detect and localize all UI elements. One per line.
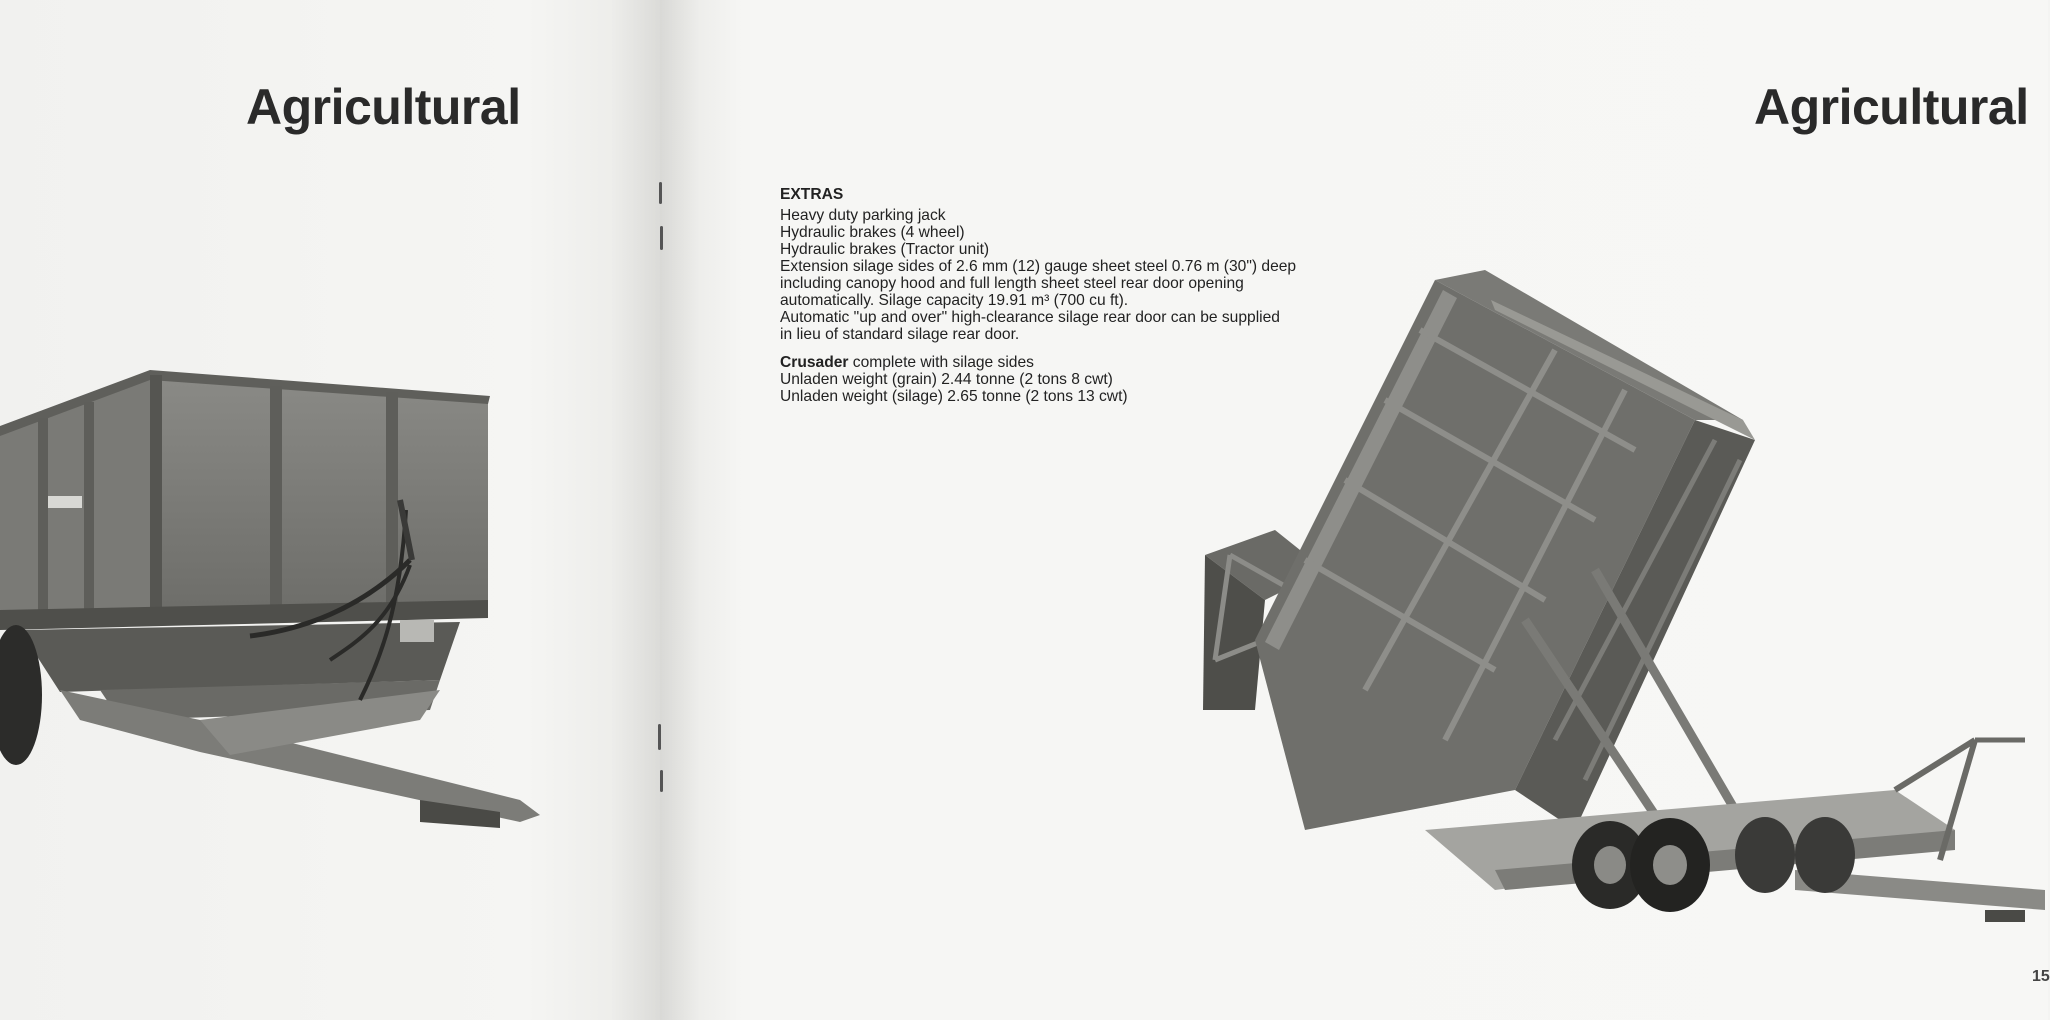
extras-line: Hydraulic brakes (4 wheel) (780, 224, 965, 241)
binder-mark (660, 770, 663, 792)
extras-line: Extension silage sides of 2.6 mm (12) gauge sheet steel 0.76 m (30") deep (780, 258, 1297, 275)
extras-line: automatically. Silage capacity 19.91 m³ (700 cu ft). (780, 292, 1129, 309)
extras-line: Automatic "up and over" high-clearance silage rear door can be supplied (780, 309, 1280, 326)
extras-line: including canopy hood and full length sheet steel rear door opening (780, 275, 1244, 292)
page-number: 15 (2032, 968, 2050, 985)
spec-line: Unladen weight (silage) 2.65 tonne (2 tons 13 cwt) (780, 388, 1128, 405)
extras-line: Hydraulic brakes (Tractor unit) (780, 241, 990, 258)
right-page-heading: Agricultural (1754, 79, 2029, 135)
binder-mark (660, 226, 663, 250)
model-name: Crusader (780, 354, 849, 371)
trailer-front-photo (0, 360, 560, 840)
gutter-shadow (610, 0, 700, 1020)
extras-title: EXTRAS (780, 186, 844, 203)
binder-mark (659, 182, 662, 204)
spec-line: Unladen weight (grain) 2.44 tonne (2 tons 8 cwt) (780, 371, 1113, 388)
model-suffix: complete with silage sides (848, 354, 1034, 371)
extras-line: in lieu of standard silage rear door. (780, 326, 1020, 343)
tipping-trailer-photo (1195, 270, 2045, 940)
binder-mark (658, 724, 661, 750)
left-page-heading: Agricultural (246, 79, 521, 135)
extras-line: Heavy duty parking jack (780, 207, 946, 224)
